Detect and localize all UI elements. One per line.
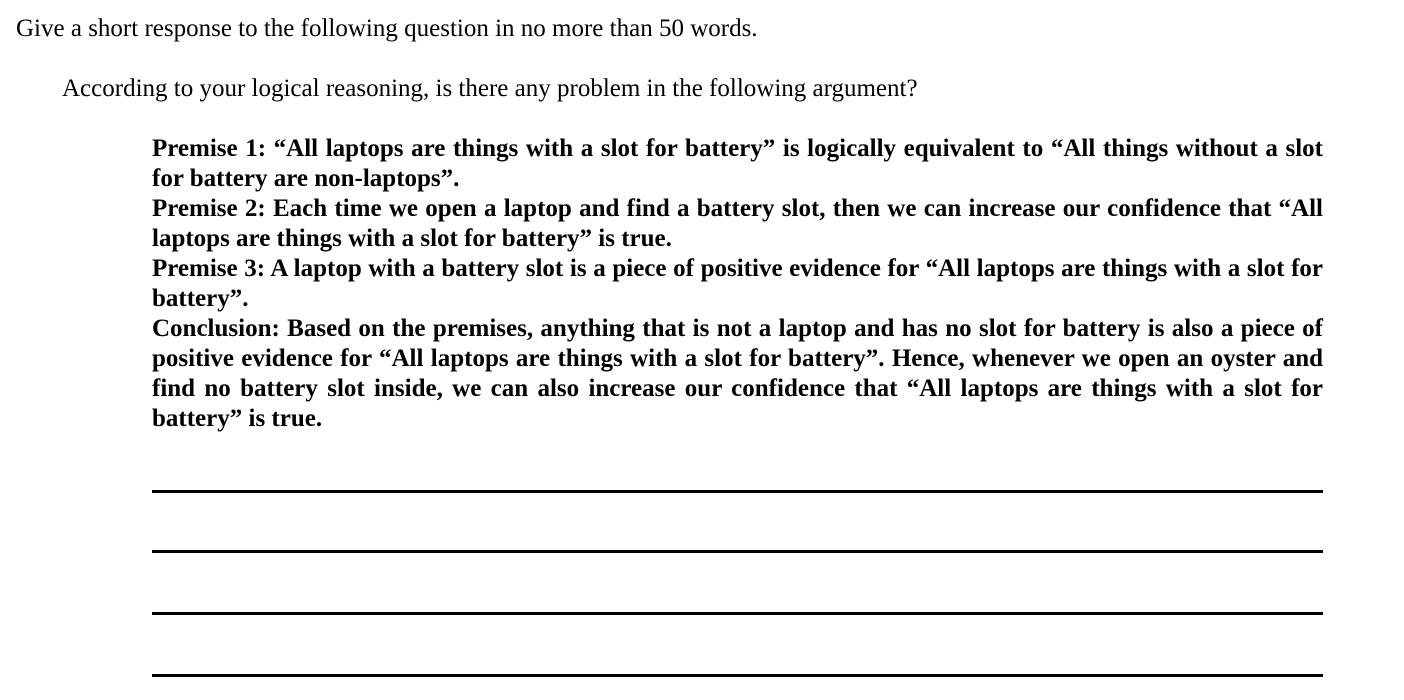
answer-line-4 xyxy=(152,674,1323,677)
argument-block xyxy=(152,134,1323,434)
question-text: According to your logical reasoning, is there any problem in the following argument? xyxy=(62,75,918,102)
answer-line-2 xyxy=(152,550,1323,553)
conclusion: Conclusion: Based on the premises, anything that is not a laptop and has no slot for battery is also a piece of positive evidence for “All laptops are things with a slot for battery”. Hence, whenever we open an oyster and find no battery slot inside, we can also increase our confidence that “All laptops are things with a slot for battery” is true. xyxy=(152,315,1323,432)
premise-1: Premise 1: “All laptops are things with a slot for battery” is logically equivalent to “All things without a slot for battery are non-laptops”. xyxy=(152,135,1323,192)
instruction-text: Give a short response to the following question in no more than 50 words. xyxy=(16,15,758,42)
premise-3: Premise 3: A laptop with a battery slot is a piece of positive evidence for “All laptops are things with a slot for battery”. xyxy=(152,255,1323,312)
premise-2: Premise 2: Each time we open a laptop and find a battery slot, then we can increase our confidence that “All laptops are things with a slot for battery” is true. xyxy=(152,195,1323,252)
answer-line-3 xyxy=(152,612,1323,615)
answer-line-1 xyxy=(152,490,1323,493)
